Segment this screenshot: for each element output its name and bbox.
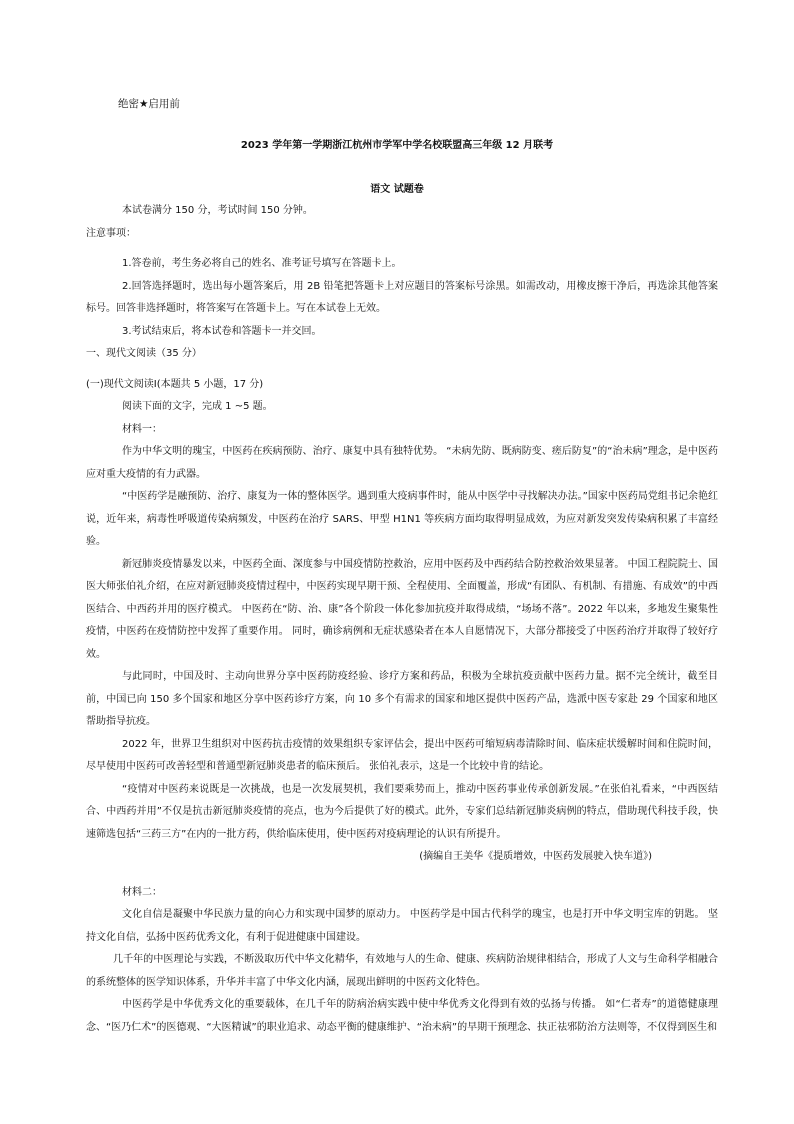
material-label: 材料一： xyxy=(122,423,162,435)
section-title: 一、现代文阅读（35 分） xyxy=(86,348,202,359)
confidential-label: 绝密★启用前 xyxy=(118,98,180,110)
notice-title: 注意事项： xyxy=(86,227,136,239)
paragraph: “疫情对中医药来说既是一次挑战，也是一次发展契机，我们要乘势而上，推动中医药事业传承创新发展。”在张伯礼看来，“中西医结合、中西药并用”不仅是抗击新冠肺炎疫情的亮点，也为今后提供了好的模式。此外，专家们总结新冠肺炎病例的特点，借助现代科技手段，快速筛选包括“三药三方”在内的一批方药，供给临床使用，使中医药对疫病理论的认识有所提升。 xyxy=(86,783,718,840)
paragraph: 几千年的中医理论与实践，不断汲取历代中华文化精华，有效地与人的生命、健康、疾病防治规律相结合，形成了人文与生命科学相融合的系统整体的医学知识体系，升华并丰富了中华文化内涵，展现出鲜明的中医药文化特色。 xyxy=(86,954,718,988)
material-label: 材料二： xyxy=(122,886,162,898)
paragraph: 2022 年，世界卫生组织对中医药抗击疫情的效果组织专家评估会，提出中医药可缩短病毒清除时间、临床症状缓解时间和住院时间，尽早使用中医药可改善轻型和普通型新冠肺炎患者的临床预后。 张伯礼表示，这是一个比较中肯的结论。 xyxy=(86,738,718,772)
notice-item: 3.考试结束后，将本试卷和答题卡一并交回。 xyxy=(122,325,322,337)
notice-item: 1.答卷前，考生务必将自己的姓名、准考证号填写在答题卡上。 xyxy=(122,258,402,269)
paragraph: 新冠肺炎疫情暴发以来，中医药全面、深度参与中国疫情防控救治，应用中医药及中西药结合防控救治效果显著。 中国工程院院士、国医大师张伯礼介绍，在应对新冠肺炎疫情过程中，中医药实现早期干预、全程使用、全面覆盖，形成“有团队、有机制、有措施、有成效”的中西医结合、中西药并用的医疗模式。 中医药在“防、治、康”各个阶段一体化参加抗疫并取得成绩，“场场不落”。2022 年以来，多地发生聚集性疫情，中医药在疫情防控中发挥了重要作用。 同时，确诊病例和无症状感染者在本人自愿情况下，大部分都接受了中医药治疗并取得了较好疗效。 xyxy=(86,558,718,660)
subject-title: 语文 试题卷 xyxy=(370,184,424,195)
notice-item: 2.回答选择题时，选出每小题答案后，用 2B 铅笔把答题卡上对应题目的答案标号涂黑。如需改动，用橡皮擦干净后，再选涂其他答案标号。回答非选择题时，将答案写在答题卡上。写在本试卷上无效。 xyxy=(86,280,718,314)
paragraph: 与此同时，中国及时、主动向世界分享中医药防疫经验、诊疗方案和药品，积极为全球抗疫贡献中医药力量。据不完全统计，截至目前，中国已向 150 多个国家和地区分享中医药诊疗方案，向 10 多个有需求的国家和地区提供中医药产品，选派中医专家赴 29 个国家和地区帮助指导抗疫。 xyxy=(86,671,718,727)
paragraph: 文化自信是凝聚中华民族力量的向心力和实现中国梦的原动力。 中医药学是中国古代科学的瑰宝，也是打开中华文明宝库的钥匙。 坚持文化自信，弘扬中医药优秀文化，有利于促进健康中国建设。 xyxy=(86,909,718,943)
document-body xyxy=(86,200,718,1039)
reading-instruction: 阅读下面的文字，完成 1 ~5 题。 xyxy=(122,401,273,412)
subsection-title: (一)现代文阅读Ⅰ(本题共 5 小题，17 分) xyxy=(86,378,264,390)
score-line: 本试卷满分 150 分，考试时间 150 分钟。 xyxy=(122,205,313,216)
paragraph: “中医药学是融预防、治疗、康复为一体的整体医学。遇到重大疫病事件时，能从中医学中寻找解决办法。”国家中医药局党组书记余艳红说，近年来，病毒性呼吸道传染病频发，中医药在治疗 SARS、甲型 H1N1 等疾病方面均取得明显成效，为应对新发突发传染病积累了丰富经验。 xyxy=(86,491,718,547)
paragraph: 作为中华文明的瑰宝，中医药在疾病预防、治疗、康复中具有独特优势。 “未病先防、既病防变、瘥后防复”的“治未病”理念，是中医药应对重大疫情的有力武器。 xyxy=(86,446,718,480)
exam-title: 2023 学年第一学期浙江杭州市学军中学名校联盟高三年级 12 月联考 xyxy=(240,140,554,151)
source-citation: (摘编自王美华《提质增效，中医药发展驶入快车道》) xyxy=(419,851,652,862)
paragraph: 中医药学是中华优秀文化的重要载体，在几千年的防病治病实践中使中华优秀文化得到有效的弘扬与传播。 如“仁者寿”的道德健康理念、“医乃仁术”的医德观、“大医精诚”的职业追求、动态平衡的健康维护、“治未病”的早期干预理念、扶正祛邪防治方法则等，不仅得到医生和 xyxy=(86,999,718,1033)
